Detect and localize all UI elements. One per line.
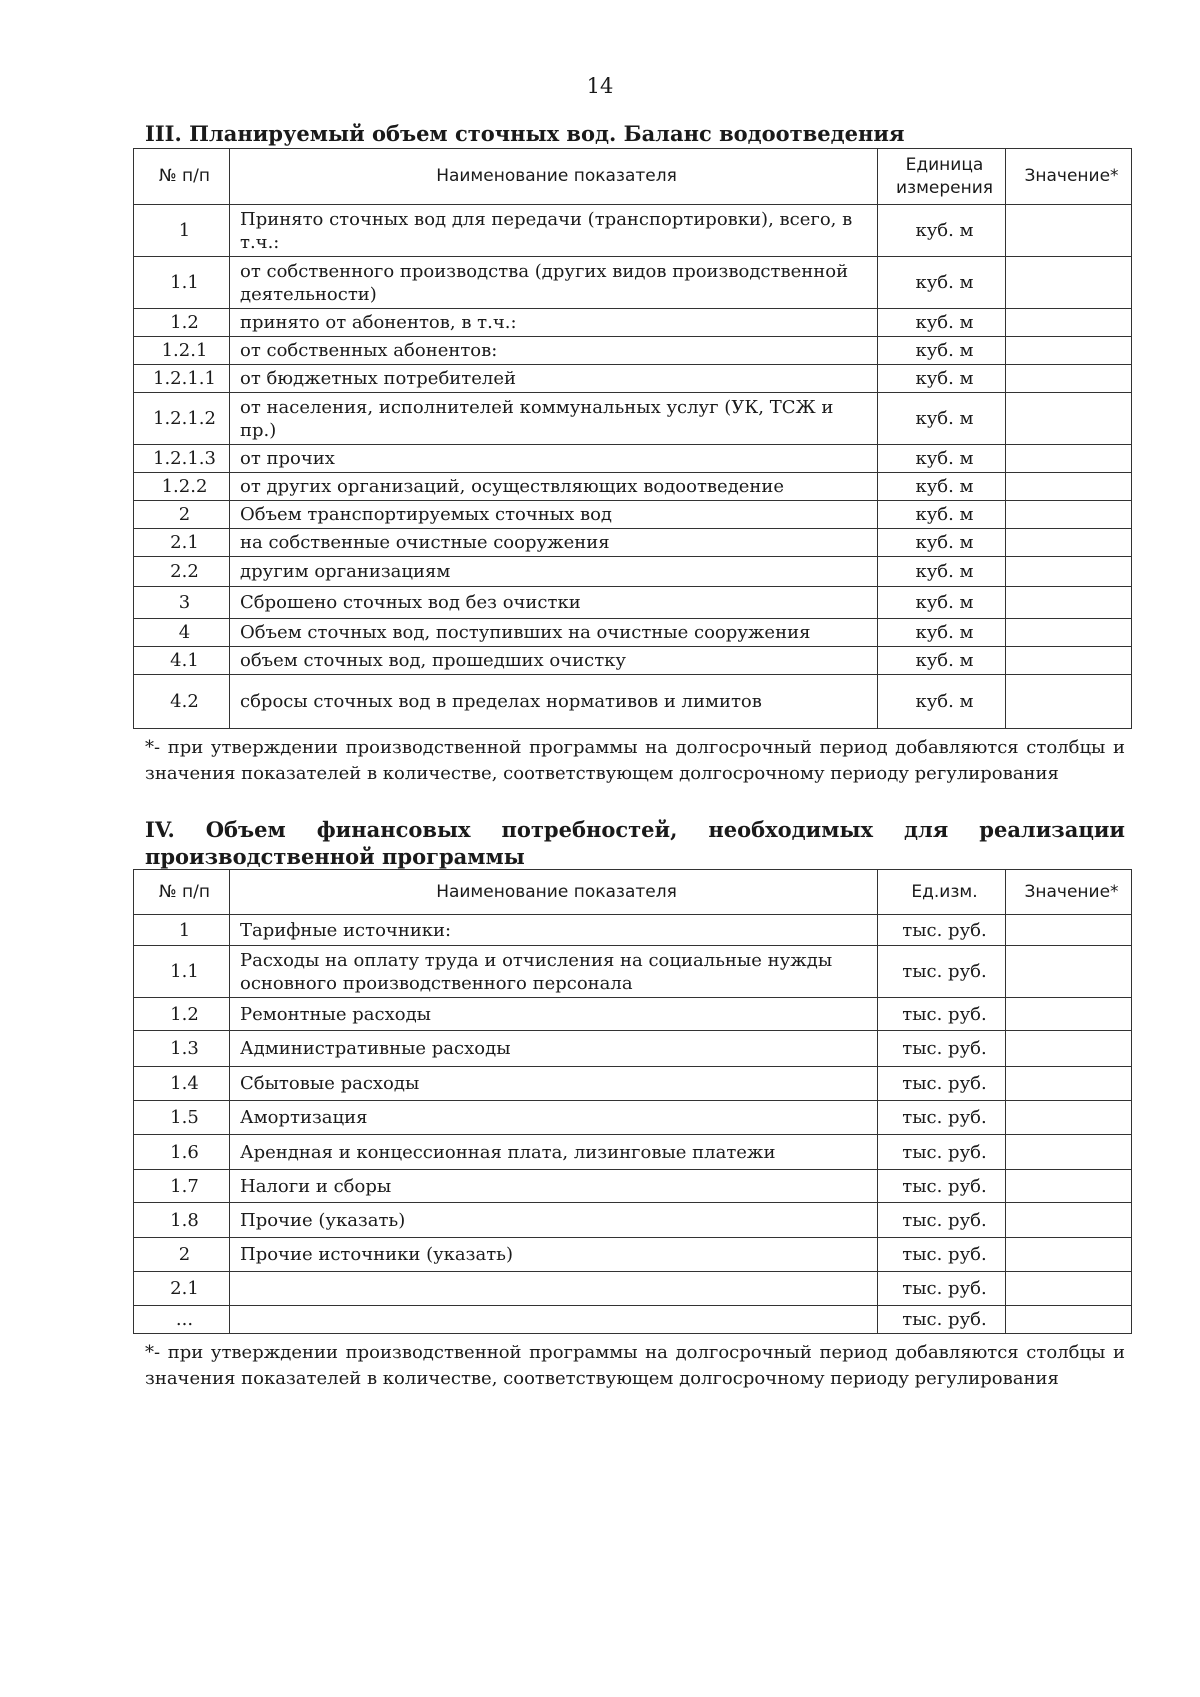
row-unit: куб. м (878, 205, 1006, 257)
table-row (134, 393, 1132, 445)
row-unit: тыс. руб. (878, 1306, 1006, 1334)
row-value (1006, 257, 1132, 309)
row-name: Прочие источники (указать) (230, 1238, 878, 1272)
row-unit: куб. м (878, 473, 1006, 501)
row-unit: куб. м (878, 619, 1006, 647)
row-number: 1.2.1.2 (134, 393, 230, 445)
table-row (134, 1170, 1132, 1203)
row-name: принято от абонентов, в т.ч.: (230, 309, 878, 337)
row-number: 1 (134, 205, 230, 257)
row-value (1006, 473, 1132, 501)
row-value (1006, 1031, 1132, 1067)
row-unit: куб. м (878, 587, 1006, 619)
row-unit: куб. м (878, 647, 1006, 675)
table-row (134, 675, 1132, 729)
row-value (1006, 205, 1132, 257)
table-header-row (134, 870, 1132, 915)
row-number: 1.3 (134, 1031, 230, 1067)
row-number: 1.1 (134, 946, 230, 998)
row-unit: тыс. руб. (878, 998, 1006, 1031)
row-unit: куб. м (878, 445, 1006, 473)
row-name (230, 1272, 878, 1306)
wastewater-balance-table (133, 148, 1132, 729)
row-unit: куб. м (878, 257, 1006, 309)
row-number: 4 (134, 619, 230, 647)
row-number: 1.2.1.1 (134, 365, 230, 393)
row-unit: тыс. руб. (878, 1272, 1006, 1306)
row-number: 2.1 (134, 1272, 230, 1306)
table-row (134, 445, 1132, 473)
row-number: 2.1 (134, 529, 230, 557)
row-name: от собственных абонентов: (230, 337, 878, 365)
row-value (1006, 587, 1132, 619)
row-value (1006, 445, 1132, 473)
table-row (134, 587, 1132, 619)
row-number: 4.1 (134, 647, 230, 675)
row-number: 1.2 (134, 309, 230, 337)
row-name: от населения, исполнителей коммунальных услуг (УК, ТСЖ и пр.) (230, 393, 878, 445)
table-row (134, 309, 1132, 337)
row-value (1006, 529, 1132, 557)
row-unit: куб. м (878, 393, 1006, 445)
row-name: Административные расходы (230, 1031, 878, 1067)
row-unit: куб. м (878, 675, 1006, 729)
row-unit: тыс. руб. (878, 1238, 1006, 1272)
row-value (1006, 915, 1132, 946)
table-row (134, 1306, 1132, 1334)
row-unit: тыс. руб. (878, 1031, 1006, 1067)
table-row (134, 529, 1132, 557)
row-number: 1.2 (134, 998, 230, 1031)
row-name: от бюджетных потребителей (230, 365, 878, 393)
row-value (1006, 998, 1132, 1031)
row-unit: тыс. руб. (878, 1203, 1006, 1238)
table-row (134, 619, 1132, 647)
row-value (1006, 675, 1132, 729)
row-name: на собственные очистные сооружения (230, 529, 878, 557)
row-name: Объем транспортируемых сточных вод (230, 501, 878, 529)
row-number: 2.2 (134, 557, 230, 587)
row-number: 1.2.2 (134, 473, 230, 501)
col-header-num: № п/п (134, 870, 230, 915)
row-value (1006, 557, 1132, 587)
row-unit: куб. м (878, 529, 1006, 557)
row-value (1006, 1101, 1132, 1135)
col-header-unit: Ед.изм. (878, 870, 1006, 915)
table-row (134, 1272, 1132, 1306)
table-row (134, 337, 1132, 365)
row-unit: тыс. руб. (878, 946, 1006, 998)
row-name: Сброшено сточных вод без очистки (230, 587, 878, 619)
row-name: Объем сточных вод, поступивших на очистные сооружения (230, 619, 878, 647)
row-name: Принято сточных вод для передачи (транспортировки), всего, в т.ч.: (230, 205, 878, 257)
row-value (1006, 393, 1132, 445)
row-unit: куб. м (878, 309, 1006, 337)
table-row (134, 365, 1132, 393)
row-name: Амортизация (230, 1101, 878, 1135)
table-row (134, 946, 1132, 998)
table-row (134, 1067, 1132, 1101)
row-number: 1.7 (134, 1170, 230, 1203)
row-name: сбросы сточных вод в пределах нормативов и лимитов (230, 675, 878, 729)
row-name: Ремонтные расходы (230, 998, 878, 1031)
row-unit: тыс. руб. (878, 1101, 1006, 1135)
row-name: Расходы на оплату труда и отчисления на социальные нужды основного производственного персонала (230, 946, 878, 998)
row-name: другим организациям (230, 557, 878, 587)
row-value (1006, 619, 1132, 647)
row-value (1006, 1135, 1132, 1170)
row-name: от других организаций, осуществляющих водоотведение (230, 473, 878, 501)
row-number: 1.4 (134, 1067, 230, 1101)
row-unit: куб. м (878, 557, 1006, 587)
section-3-title: III. Планируемый объем сточных вод. Баланс водоотведения (145, 121, 905, 146)
row-value (1006, 365, 1132, 393)
row-name: от прочих (230, 445, 878, 473)
row-number: 1.8 (134, 1203, 230, 1238)
row-number: 2 (134, 501, 230, 529)
col-header-num: № п/п (134, 149, 230, 205)
table-row (134, 1135, 1132, 1170)
row-value (1006, 946, 1132, 998)
table-row (134, 1101, 1132, 1135)
table-row (134, 1031, 1132, 1067)
col-header-name: Наименование показателя (230, 149, 878, 205)
table-row (134, 473, 1132, 501)
row-name: Тарифные источники: (230, 915, 878, 946)
row-name: Прочие (указать) (230, 1203, 878, 1238)
table-row (134, 557, 1132, 587)
row-number: 4.2 (134, 675, 230, 729)
row-name: Арендная и концессионная плата, лизинговые платежи (230, 1135, 878, 1170)
row-number: 3 (134, 587, 230, 619)
section-3-footnote: *- при утверждении производственной программы на долгосрочный период добавляются столбцы и значения показателей в количестве, соответствующем долгосрочному периоду регулирования (145, 737, 1125, 784)
row-name: Сбытовые расходы (230, 1067, 878, 1101)
row-value (1006, 1238, 1132, 1272)
row-number: 1 (134, 915, 230, 946)
row-number: 1.6 (134, 1135, 230, 1170)
row-number: 1.1 (134, 257, 230, 309)
section-4-footnote: *- при утверждении производственной программы на долгосрочный период добавляются столбцы и значения показателей в количестве, соответствующем долгосрочному периоду регулирования (145, 1342, 1125, 1389)
row-value (1006, 1203, 1132, 1238)
row-value (1006, 1306, 1132, 1334)
row-unit: куб. м (878, 365, 1006, 393)
row-value (1006, 1272, 1132, 1306)
row-name: Налоги и сборы (230, 1170, 878, 1203)
col-header-value: Значение* (1006, 149, 1132, 205)
table-row (134, 1203, 1132, 1238)
financial-needs-table (133, 869, 1132, 1334)
section-4-title: IV. Объем финансовых потребностей, необходимых для реализации производственной программы (145, 817, 1125, 869)
row-unit: тыс. руб. (878, 915, 1006, 946)
row-number: 1.2.1 (134, 337, 230, 365)
table-row (134, 1238, 1132, 1272)
table-row (134, 915, 1132, 946)
row-number: 2 (134, 1238, 230, 1272)
row-number: 1.5 (134, 1101, 230, 1135)
row-name: объем сточных вод, прошедших очистку (230, 647, 878, 675)
table-row (134, 647, 1132, 675)
row-unit: куб. м (878, 337, 1006, 365)
row-name: от собственного производства (других видов производственной деятельности) (230, 257, 878, 309)
row-unit: куб. м (878, 501, 1006, 529)
table-row (134, 257, 1132, 309)
row-number: ... (134, 1306, 230, 1334)
row-value (1006, 501, 1132, 529)
col-header-value: Значение* (1006, 870, 1132, 915)
table-row (134, 205, 1132, 257)
row-value (1006, 1067, 1132, 1101)
page-number: 14 (586, 74, 614, 98)
row-unit: тыс. руб. (878, 1135, 1006, 1170)
table-row (134, 501, 1132, 529)
row-unit: тыс. руб. (878, 1170, 1006, 1203)
table-row (134, 998, 1132, 1031)
row-number: 1.2.1.3 (134, 445, 230, 473)
row-name (230, 1306, 878, 1334)
row-value (1006, 337, 1132, 365)
table-header-row (134, 149, 1132, 205)
col-header-name: Наименование показателя (230, 870, 878, 915)
col-header-unit: Единица измерения (878, 149, 1006, 205)
row-value (1006, 647, 1132, 675)
row-value (1006, 309, 1132, 337)
row-value (1006, 1170, 1132, 1203)
row-unit: тыс. руб. (878, 1067, 1006, 1101)
